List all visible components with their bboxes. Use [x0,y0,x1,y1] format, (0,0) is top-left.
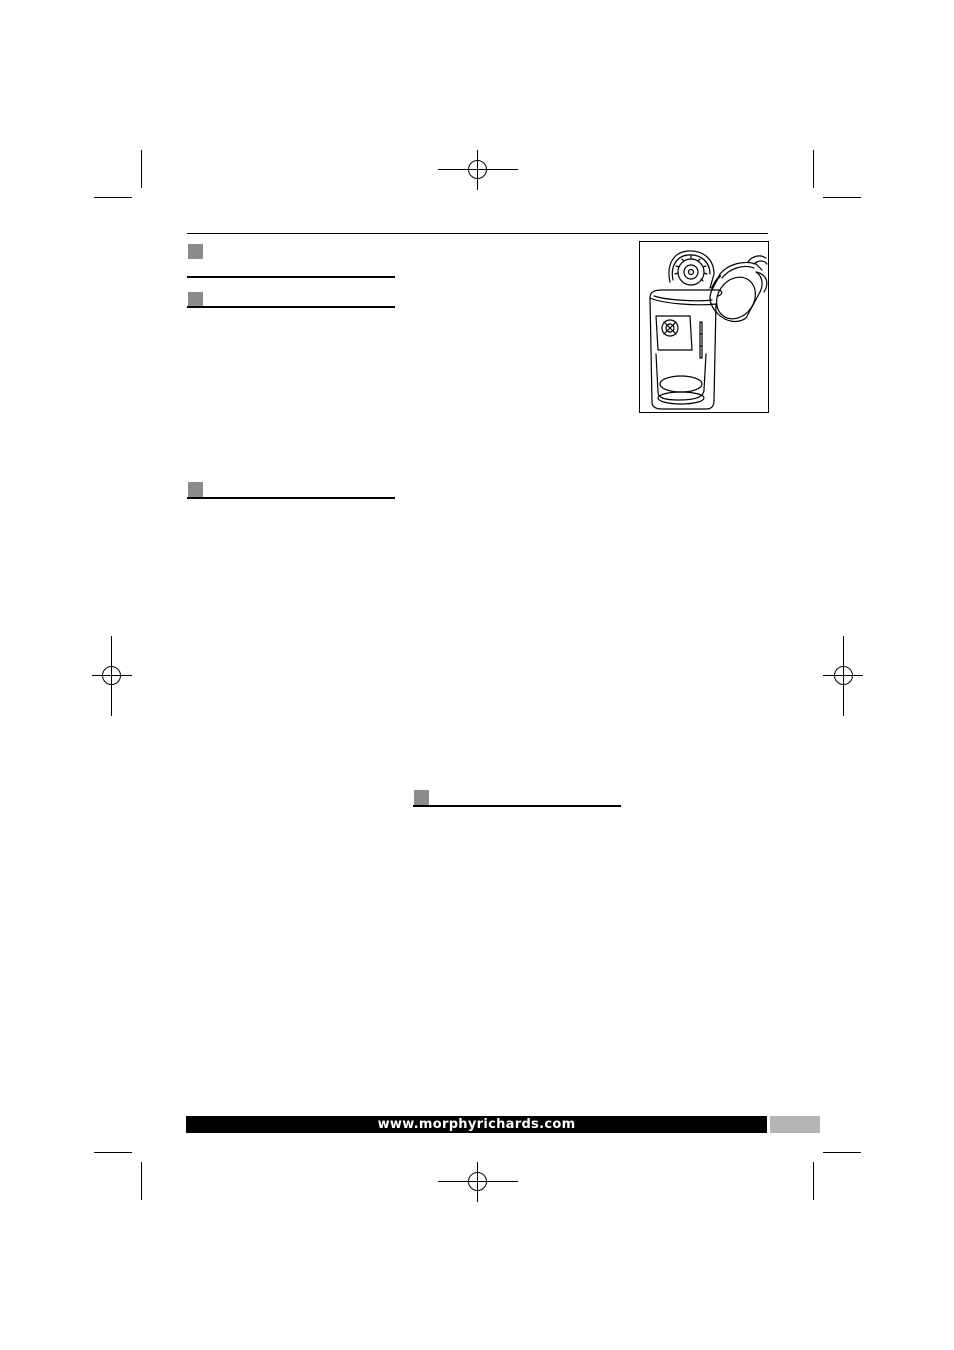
registration-target-top-icon [438,150,518,190]
section-rule-3 [187,497,395,499]
section-rule-1 [187,276,395,278]
section-rule-4 [413,805,621,807]
coffee-maker-filling-icon [640,242,768,412]
header-rule [187,233,768,234]
website-url[interactable]: www.morphyrichards.com [377,1117,576,1132]
page-number-tab [770,1116,820,1133]
illustration-frame [639,241,769,413]
crop-mark-top-right-vertical [813,150,814,188]
crop-mark-bottom-left-horizontal [94,1152,132,1153]
crop-mark-bottom-right-vertical [813,1162,814,1200]
crop-mark-top-right-horizontal [823,197,861,198]
section-rule-2 [187,306,395,308]
registration-target-left-icon [92,636,132,716]
crop-mark-bottom-left-vertical [141,1162,142,1200]
crop-mark-bottom-right-horizontal [823,1152,861,1153]
registration-target-right-icon [823,636,863,716]
section-marker-2 [188,292,203,307]
section-marker-4 [414,790,429,805]
section-marker-1 [188,244,203,259]
crop-mark-top-left-horizontal [94,197,132,198]
registration-target-bottom-icon [438,1162,518,1202]
crop-mark-top-left-vertical [141,150,142,188]
footer-bar [186,1116,767,1133]
section-marker-3 [188,482,203,497]
